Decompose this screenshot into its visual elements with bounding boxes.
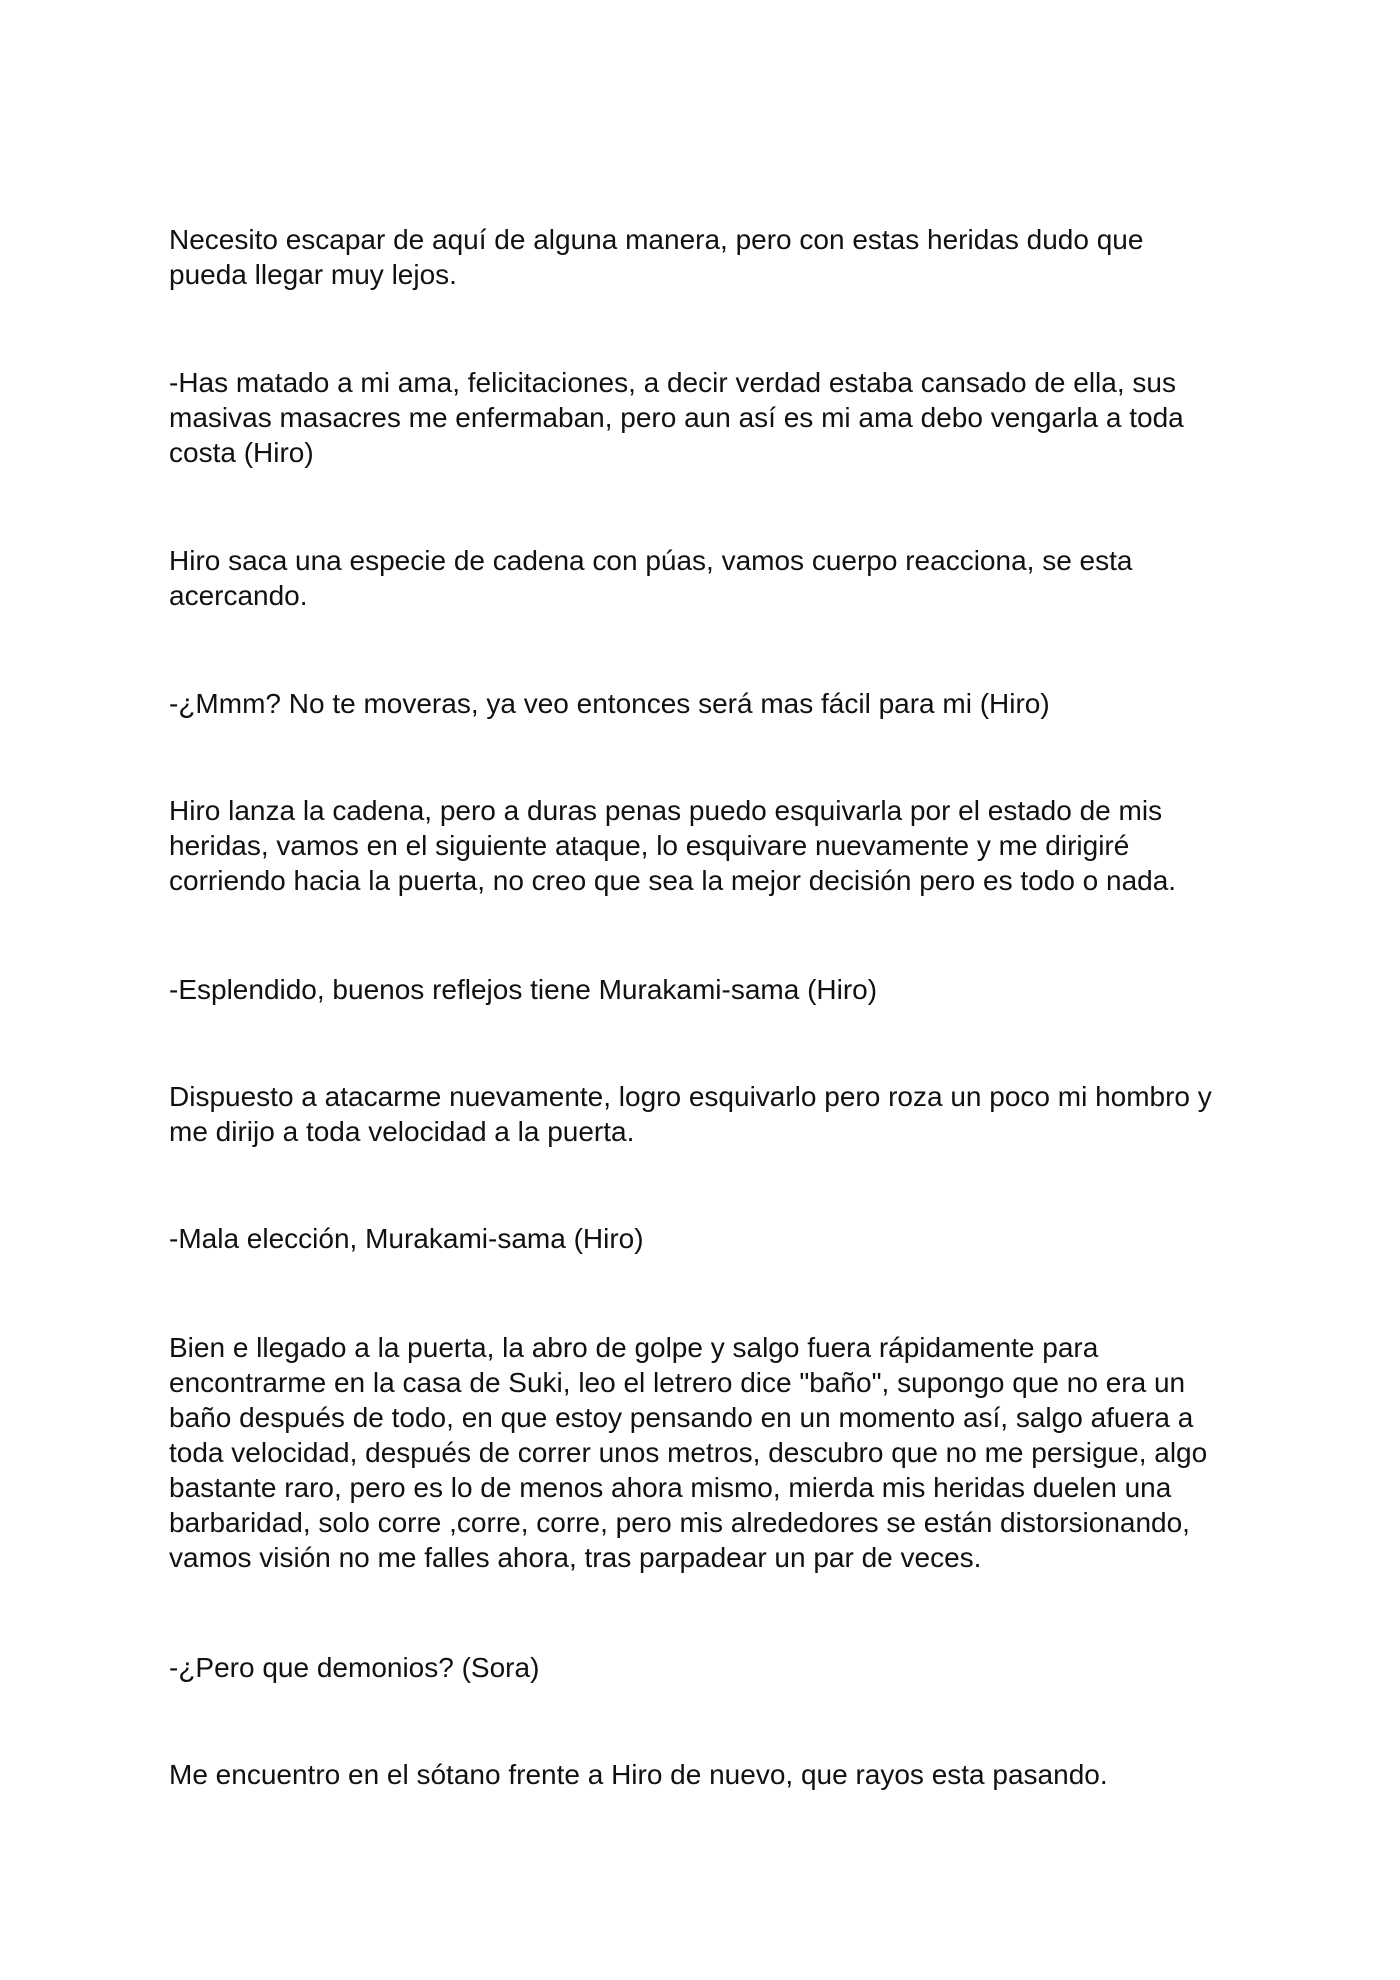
text-line: bastante raro, pero es lo de menos ahora mismo, mierda mis heridas duelen una [169,1472,1172,1503]
narration-paragraph [169,793,1269,898]
text-line: encontrarme en la casa de Suki, leo el letrero dice "baño", supongo que no era un [169,1367,1186,1398]
text-line: Necesito escapar de aquí de alguna manera, pero con estas heridas dudo que [169,224,1144,255]
text-line: barbaridad, solo corre ,corre, corre, pero mis alrededores se están distorsionando, [169,1507,1190,1538]
text-line: acercando. [169,580,308,611]
text-line: corriendo hacia la puerta, no creo que sea la mejor decisión pero es todo o nada. [169,865,1177,896]
text-line: masivas masacres me enfermaban, pero aun así es mi ama debo vengarla a toda [169,402,1184,433]
text-line: -¿Mmm? No te moveras, ya veo entonces será mas fácil para mi (Hiro) [169,688,1050,719]
text-line: -¿Pero que demonios? (Sora) [169,1652,540,1683]
text-line: costa (Hiro) [169,437,314,468]
dialogue-paragraph [169,1221,1269,1256]
dialogue-paragraph [169,365,1269,470]
text-line: Hiro lanza la cadena, pero a duras penas puedo esquivarla por el estado de mis [169,795,1163,826]
text-line: Dispuesto a atacarme nuevamente, logro esquivarlo pero roza un poco mi hombro y [169,1081,1212,1112]
text-line: -Has matado a mi ama, felicitaciones, a decir verdad estaba cansado de ella, sus [169,367,1176,398]
text-line: Hiro saca una especie de cadena con púas, vamos cuerpo reacciona, se esta [169,545,1133,576]
dialogue-paragraph [169,972,1269,1007]
narration-paragraph [169,1330,1269,1575]
text-line: baño después de todo, en que estoy pensando en un momento así, salgo afuera a [169,1402,1194,1433]
narration-paragraph [169,222,1269,292]
text-line: Bien e llegado a la puerta, la abro de golpe y salgo fuera rápidamente para [169,1332,1099,1363]
text-line: heridas, vamos en el siguiente ataque, lo esquivare nuevamente y me dirigiré [169,830,1130,861]
narration-paragraph [169,543,1269,613]
text-line: pueda llegar muy lejos. [169,259,457,290]
text-line: -Mala elección, Murakami-sama (Hiro) [169,1223,644,1254]
narration-paragraph [169,1079,1269,1149]
text-line: -Esplendido, buenos reflejos tiene Murakami-sama (Hiro) [169,974,878,1005]
dialogue-paragraph [169,1650,1269,1685]
text-line: me dirijo a toda velocidad a la puerta. [169,1116,635,1147]
narration-paragraph [169,1757,1269,1792]
dialogue-paragraph [169,686,1269,721]
text-line: toda velocidad, después de correr unos metros, descubro que no me persigue, algo [169,1437,1208,1468]
text-line: vamos visión no me falles ahora, tras parpadear un par de veces. [169,1542,982,1573]
text-line: Me encuentro en el sótano frente a Hiro de nuevo, que rayos esta pasando. [169,1759,1108,1790]
